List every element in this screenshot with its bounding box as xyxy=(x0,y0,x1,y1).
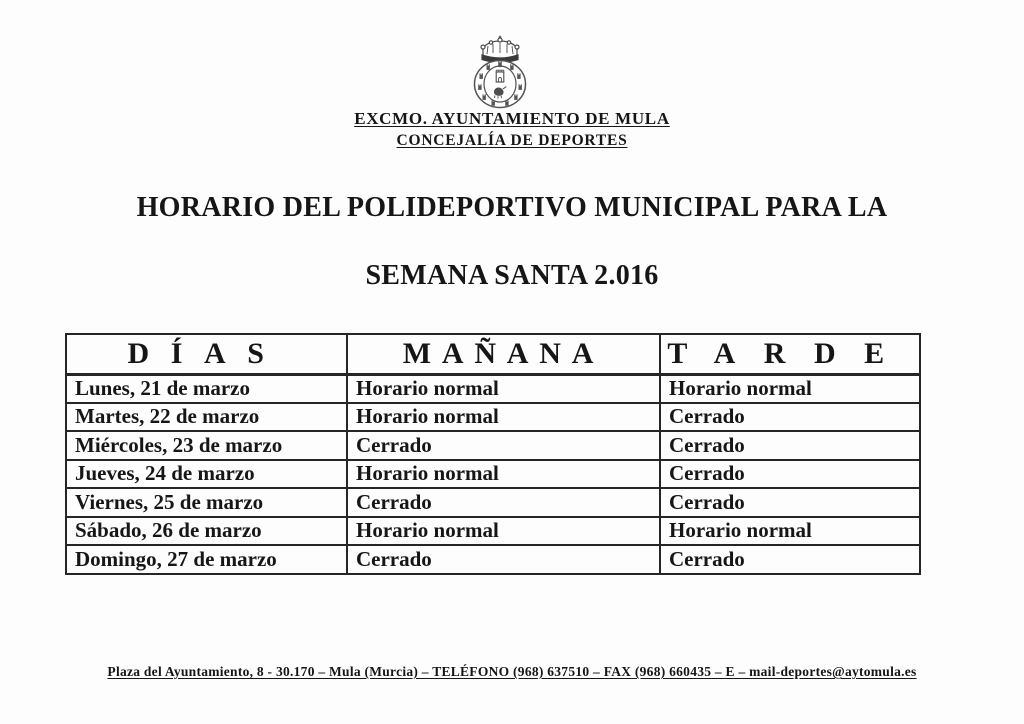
day-cell: Lunes, 21 de marzo xyxy=(66,374,347,403)
morning-cell: Horario normal xyxy=(347,374,660,403)
morning-cell: Cerrado xyxy=(347,488,660,517)
table-row xyxy=(66,431,920,460)
day-cell: Viernes, 25 de marzo xyxy=(66,488,347,517)
mula-coat-of-arms-icon xyxy=(458,35,542,109)
afternoon-cell: Horario normal xyxy=(660,517,920,546)
day-cell: Jueves, 24 de marzo xyxy=(66,460,347,489)
schedule-table-body xyxy=(66,374,920,574)
schedule-table-container xyxy=(65,333,919,575)
column-header-manana: MAÑANA xyxy=(347,334,660,374)
header-row xyxy=(66,334,920,374)
department-name: CONCEJALÍA DE DEPORTES xyxy=(396,132,628,149)
morning-cell: Horario normal xyxy=(347,403,660,432)
table-row xyxy=(66,545,920,574)
day-cell: Miércoles, 23 de marzo xyxy=(66,431,347,460)
column-header-tarde: TARDE xyxy=(660,334,920,374)
footer-contact-line: Plaza del Ayuntamiento, 8 - 30.170 – Mula (Murcia) – TELÉFONO (968) 637510 – FAX (968) 660435 – E – mail-deportes@aytomula.es xyxy=(107,664,917,679)
column-header-dias: DÍAS xyxy=(66,334,347,374)
table-row xyxy=(66,517,920,546)
morning-cell: Horario normal xyxy=(347,460,660,489)
day-cell: Domingo, 27 de marzo xyxy=(66,545,347,574)
page-title-line2: SEMANA SANTA 2.016 xyxy=(365,260,659,291)
schedule-table-head xyxy=(66,334,920,374)
organization-name: EXCMO. AYUNTAMIENTO DE MULA xyxy=(354,109,670,128)
table-row xyxy=(66,374,920,403)
afternoon-cell: Horario normal xyxy=(660,374,920,403)
schedule-table xyxy=(65,333,921,575)
table-row xyxy=(66,403,920,432)
table-row xyxy=(66,460,920,489)
day-cell: Sábado, 26 de marzo xyxy=(66,517,347,546)
afternoon-cell: Cerrado xyxy=(660,460,920,489)
page-title-line1: HORARIO DEL POLIDEPORTIVO MUNICIPAL PARA LA xyxy=(136,192,888,223)
afternoon-cell: Cerrado xyxy=(660,488,920,517)
table-row xyxy=(66,488,920,517)
day-cell: Martes, 22 de marzo xyxy=(66,403,347,432)
afternoon-cell: Cerrado xyxy=(660,431,920,460)
morning-cell: Cerrado xyxy=(347,431,660,460)
morning-cell: Horario normal xyxy=(347,517,660,546)
afternoon-cell: Cerrado xyxy=(660,545,920,574)
morning-cell: Cerrado xyxy=(347,545,660,574)
afternoon-cell: Cerrado xyxy=(660,403,920,432)
